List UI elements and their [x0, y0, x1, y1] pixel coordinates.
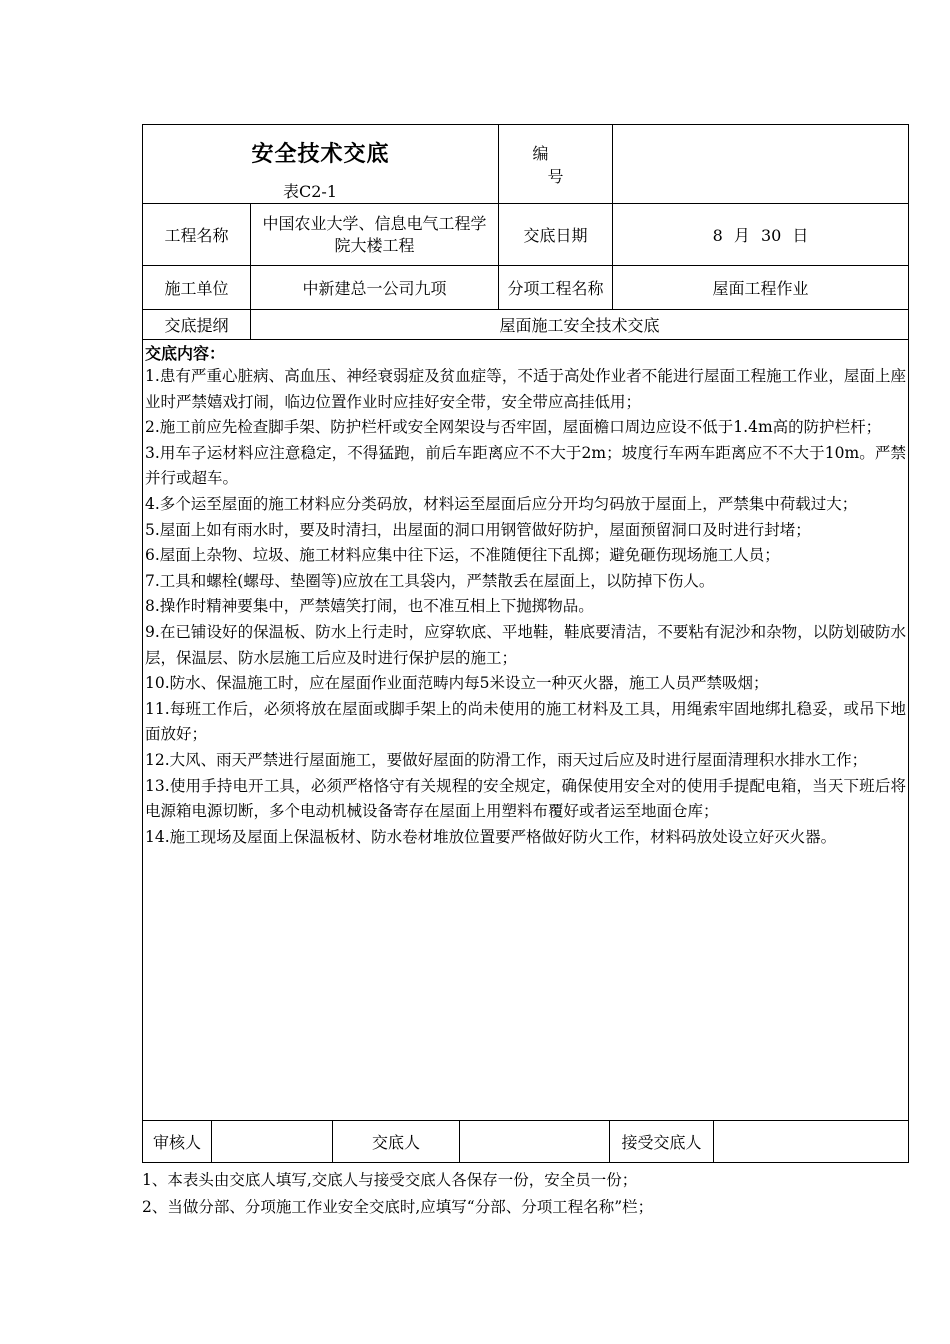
content-item: 7.工具和螺栓(螺母、垫圈等)应放在工具袋内，严禁散丢在屋面上，以防掉下伤人。 [145, 571, 715, 590]
content-item: 9.在已铺设好的保温板、防水上行走时，应穿软底、平地鞋，鞋底要清洁，不要粘有泥沙和杂物，以防划破防水层，保温层、防水层施工后应及时进行保护层的施工； [145, 622, 907, 667]
content-item: 1.患有严重心脏病、高血压、神经衰弱症及贫血症等，不适于高处作业者不能进行屋面工程施工作业，屋面上座业时严禁嬉戏打闹，临边位置作业时应挂好安全带，安全带应高挂低用； [145, 367, 907, 411]
number-label: 编 号 [499, 125, 613, 204]
reviewer-signature-field[interactable] [212, 1121, 333, 1163]
presenter-label: 交底人 [333, 1121, 460, 1163]
signature-row [143, 1121, 909, 1163]
construction-unit-value[interactable]: 中新建总一公司九项 [251, 266, 499, 310]
project-name-label: 工程名称 [143, 204, 251, 266]
safety-briefing-form [142, 124, 908, 1221]
content-cell [143, 340, 909, 1121]
subproject-name-label: 分项工程名称 [499, 266, 613, 310]
signature-table [142, 1120, 909, 1163]
footnotes [142, 1167, 908, 1221]
receiver-signature-field[interactable] [714, 1121, 909, 1163]
document-title: 安全技术交底 [251, 141, 390, 167]
content-item: 8.操作时精神要集中，严禁嬉笑打闹，也不准互相上下抛掷物品。 [145, 597, 594, 616]
footnote: 2、当做分部、分项施工作业安全交底时,应填写“分部、分项工程名称”栏； [142, 1198, 654, 1216]
reviewer-label: 审核人 [143, 1121, 212, 1163]
content-item: 3.用车子运材料应注意稳定，不得猛跑，前后车距离应不不大于2m；坡度行车两车距离应不不大于10m。严禁并行或超车。 [145, 443, 907, 488]
footnote: 1、本表头由交底人填写,交底人与接受交底人各保存一份，安全员一份； [142, 1171, 638, 1189]
form-code: 表C2-1 [283, 182, 338, 201]
receiver-label: 接受交底人 [610, 1121, 714, 1163]
briefing-date-value[interactable]: 8 月 30 日 [613, 204, 909, 266]
subproject-name-value[interactable]: 屋面工程作业 [613, 266, 909, 310]
briefing-date-label: 交底日期 [499, 204, 613, 266]
form-table [142, 124, 909, 1121]
project-name-value[interactable]: 中国农业大学、信息电气工程学院大楼工程 [251, 204, 499, 266]
content-row [143, 340, 909, 1121]
content-item: 5.屋面上如有雨水时，要及时清扫，出屋面的洞口用钢管做好防护，屋面预留洞口及时进行封堵； [145, 520, 811, 539]
content-item: 11.每班工作后，必须将放在屋面或脚手架上的尚未使用的施工材料及工具，用绳索牢固地绑扎稳妥，或吊下地面放好； [145, 699, 907, 744]
summary-label: 交底提纲 [143, 310, 251, 340]
presenter-signature-field[interactable] [460, 1121, 610, 1163]
summary-value[interactable]: 屋面施工安全技术交底 [251, 310, 909, 340]
project-row [143, 204, 909, 266]
content-item: 6.屋面上杂物、垃圾、施工材料应集中往下运，不准随便往下乱掷；避免砸伤现场施工人员； [145, 546, 780, 565]
summary-row [143, 310, 909, 340]
unit-row [143, 266, 909, 310]
content-item: 13.使用手持电开工具，必须严格恪守有关规程的安全规定，确保使用安全对的使用手提配电箱，当天下班后将电源箱电源切断，多个电动机械设备寄存在屋面上用塑料布覆好或者运至地面仓库； [145, 776, 907, 821]
content-item: 10.防水、保温施工时，应在屋面作业面范畴内每5米设立一种灭火器，施工人员严禁吸烟； [145, 674, 769, 693]
number-value[interactable] [613, 125, 909, 204]
content-item: 2.施工前应先检查脚手架、防护栏杆或安全网架设与否牢固，屋面檐口周边应设不低于1.4m高的防护栏杆； [145, 418, 882, 437]
content-heading: 交底内容： [145, 344, 226, 363]
content-item: 4.多个运至屋面的施工材料应分类码放，材料运至屋面后应分开均匀码放于屋面上，严禁集中荷载过大； [145, 494, 858, 513]
content-item: 12.大风、雨天严禁进行屋面施工，要做好屋面的防滑工作，雨天过后应及时进行屋面清理积水排水工作； [145, 750, 868, 769]
construction-unit-label: 施工单位 [143, 266, 251, 310]
header-row [143, 125, 909, 204]
content-item: 14.施工现场及屋面上保温板材、防水卷材堆放位置要严格做好防火工作，材料码放处设立好灭火器。 [145, 827, 837, 846]
title-cell [143, 125, 499, 204]
